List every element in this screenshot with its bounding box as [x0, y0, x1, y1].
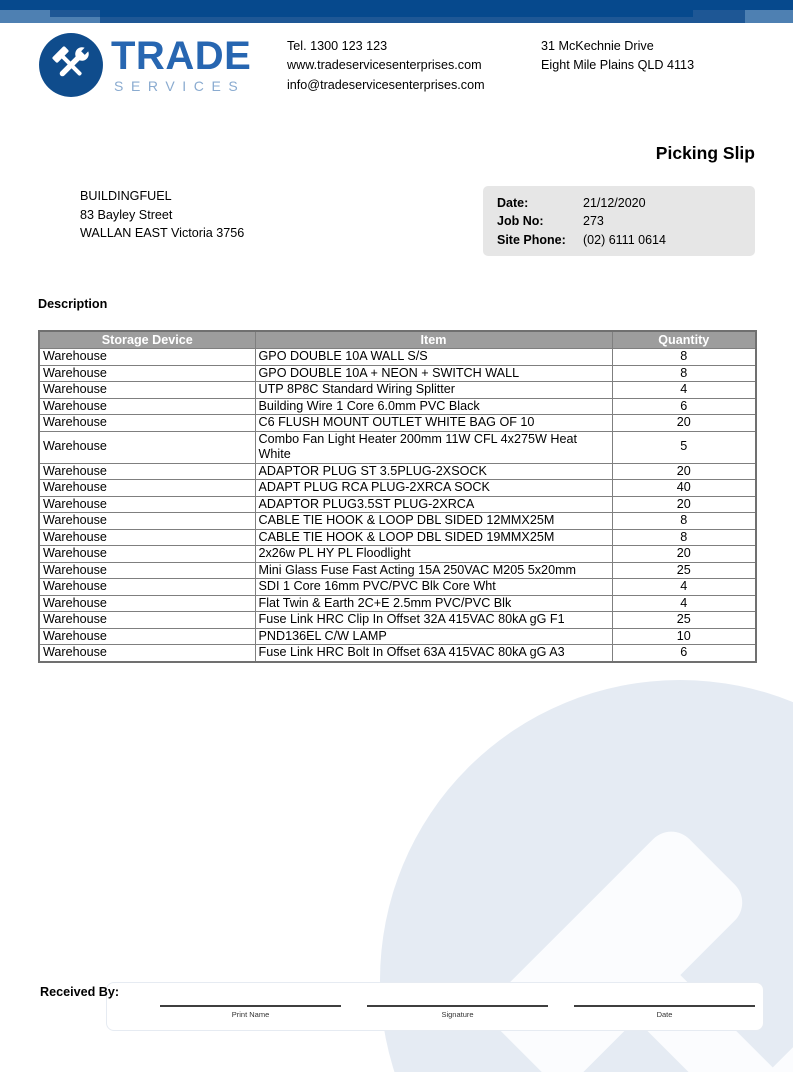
cell-quantity: 8 [612, 365, 756, 382]
cell-item: ADAPT PLUG RCA PLUG-2XRCA SOCK [255, 480, 612, 497]
customer-name: BUILDINGFUEL [80, 189, 172, 203]
print-name-line[interactable] [160, 1005, 341, 1007]
cell-storage-device: Warehouse [39, 398, 255, 415]
table-row [39, 645, 756, 662]
job-info-value: (02) 6111 0614 [583, 232, 666, 247]
job-info-value: 21/12/2020 [583, 196, 646, 210]
table-row [39, 463, 756, 480]
job-info-box [483, 186, 755, 256]
cell-item: CABLE TIE HOOK & LOOP DBL SIDED 19MMX25M [255, 529, 612, 546]
banner-step-medium-right [693, 10, 745, 23]
signature-field-date [574, 1005, 755, 1019]
cell-storage-device: Warehouse [39, 415, 255, 432]
table-row [39, 579, 756, 596]
banner-bar-navy [0, 0, 793, 17]
company-logo [38, 32, 251, 98]
cell-item: GPO DOUBLE 10A + NEON + SWITCH WALL [255, 365, 612, 382]
cell-item: UTP 8P8C Standard Wiring Splitter [255, 382, 612, 399]
table-row [39, 562, 756, 579]
cell-storage-device: Warehouse [39, 529, 255, 546]
cell-quantity: 20 [612, 415, 756, 432]
banner-bar-medium [100, 17, 693, 23]
items-table [38, 330, 757, 663]
table-row [39, 349, 756, 366]
cell-quantity: 4 [612, 382, 756, 399]
cell-quantity: 5 [612, 431, 756, 463]
banner-bar-light-left [0, 17, 100, 23]
hammer-wrench-icon [38, 32, 104, 98]
cell-item: Fuse Link HRC Clip In Offset 32A 415VAC 80kA gG F1 [255, 612, 612, 629]
date-label: Date [656, 1010, 673, 1019]
print-name-label: Print Name [231, 1010, 270, 1019]
cell-quantity: 8 [612, 529, 756, 546]
cell-storage-device: Warehouse [39, 612, 255, 629]
cell-item: Building Wire 1 Core 6.0mm PVC Black [255, 398, 612, 415]
logo-subtitle: SERVICES [114, 78, 246, 94]
col-header-storage-device: Storage Device [39, 331, 255, 349]
job-info-value: 273 [583, 214, 604, 229]
signature-line[interactable] [367, 1005, 548, 1007]
customer-address-line2: WALLAN EAST Victoria 3756 [80, 226, 245, 241]
table-row [39, 529, 756, 546]
cell-storage-device: Warehouse [39, 562, 255, 579]
cell-storage-device: Warehouse [39, 365, 255, 382]
table-row [39, 513, 756, 530]
cell-storage-device: Warehouse [39, 463, 255, 480]
company-address-line1: 31 McKechnie Drive [541, 39, 654, 53]
job-info-label: Site Phone: [497, 232, 566, 247]
cell-quantity: 25 [612, 562, 756, 579]
table-row [39, 496, 756, 513]
logo-title: TRADE [111, 34, 252, 78]
table-header-row [39, 331, 756, 349]
cell-item: Flat Twin & Earth 2C+E 2.5mm PVC/PVC Blk [255, 595, 612, 612]
cell-item: Mini Glass Fuse Fast Acting 15A 250VAC M205 5x20mm [255, 562, 612, 579]
cell-storage-device: Warehouse [39, 496, 255, 513]
cell-quantity: 25 [612, 612, 756, 629]
table-row [39, 415, 756, 432]
contact-phone: Tel. 1300 123 123 [287, 39, 388, 53]
cell-item: Fuse Link HRC Bolt In Offset 63A 415VAC 80kA gG A3 [255, 645, 612, 662]
cell-item: ADAPTOR PLUG ST 3.5PLUG-2XSOCK [255, 463, 612, 480]
banner-step-medium-left [50, 10, 100, 17]
cell-quantity: 10 [612, 628, 756, 645]
customer-block [80, 187, 244, 243]
cell-quantity: 20 [612, 463, 756, 480]
cell-item: GPO DOUBLE 10A WALL S/S [255, 349, 612, 366]
company-address-block [541, 37, 694, 76]
cell-item: ADAPTOR PLUG3.5ST PLUG-2XRCA [255, 496, 612, 513]
table-row [39, 431, 756, 463]
cell-item: SDI 1 Core 16mm PVC/PVC Blk Core Wht [255, 579, 612, 596]
table-row [39, 480, 756, 497]
contact-block [287, 37, 485, 95]
cell-item: PND136EL C/W LAMP [255, 628, 612, 645]
description-section-label: Description [38, 297, 108, 311]
cell-storage-device: Warehouse [39, 595, 255, 612]
table-row [39, 546, 756, 563]
cell-quantity: 6 [612, 645, 756, 662]
cell-storage-device: Warehouse [39, 546, 255, 563]
table-row [39, 382, 756, 399]
job-info-row [497, 212, 755, 230]
col-header-quantity: Quantity [612, 331, 756, 349]
contact-website: www.tradeservicesenterprises.com [287, 58, 482, 73]
job-info-row [497, 194, 755, 212]
table-row [39, 595, 756, 612]
items-table-container [38, 330, 755, 663]
signature-label: Signature [441, 1010, 474, 1019]
cell-storage-device: Warehouse [39, 645, 255, 662]
contact-email: info@tradeservicesenterprises.com [287, 77, 485, 92]
received-by-label: Received By: [40, 985, 120, 999]
col-header-item: Item [255, 331, 612, 349]
cell-item: C6 FLUSH MOUNT OUTLET WHITE BAG OF 10 [255, 415, 612, 432]
cell-item: 2x26w PL HY PL Floodlight [255, 546, 612, 563]
table-row [39, 628, 756, 645]
cell-storage-device: Warehouse [39, 513, 255, 530]
signature-field-print-name [160, 1005, 341, 1019]
cell-item: Combo Fan Light Heater 200mm 11W CFL 4x275W Heat White [255, 431, 612, 463]
job-info-label: Job No: [497, 214, 544, 229]
page-title: Picking Slip [655, 143, 755, 163]
cell-quantity: 4 [612, 579, 756, 596]
cell-storage-device: Warehouse [39, 382, 255, 399]
signature-field-signature [367, 1005, 548, 1019]
banner-step-light-right [745, 10, 793, 23]
cell-item: CABLE TIE HOOK & LOOP DBL SIDED 12MMX25M [255, 513, 612, 530]
table-row [39, 612, 756, 629]
cell-storage-device: Warehouse [39, 480, 255, 497]
cell-storage-device: Warehouse [39, 628, 255, 645]
date-line[interactable] [574, 1005, 755, 1007]
customer-address-line1: 83 Bayley Street [80, 207, 173, 222]
cell-quantity: 8 [612, 513, 756, 530]
cell-storage-device: Warehouse [39, 579, 255, 596]
job-info-label: Date: [497, 196, 529, 210]
cell-quantity: 4 [612, 595, 756, 612]
cell-quantity: 6 [612, 398, 756, 415]
cell-quantity: 20 [612, 546, 756, 563]
cell-quantity: 8 [612, 349, 756, 366]
cell-storage-device: Warehouse [39, 431, 255, 463]
company-address-line2: Eight Mile Plains QLD 4113 [541, 58, 695, 73]
logo-text [111, 36, 251, 94]
cell-storage-device: Warehouse [39, 349, 255, 366]
job-info-row [497, 231, 755, 249]
table-row [39, 365, 756, 382]
table-row [39, 398, 756, 415]
cell-quantity: 40 [612, 480, 756, 497]
cell-quantity: 20 [612, 496, 756, 513]
